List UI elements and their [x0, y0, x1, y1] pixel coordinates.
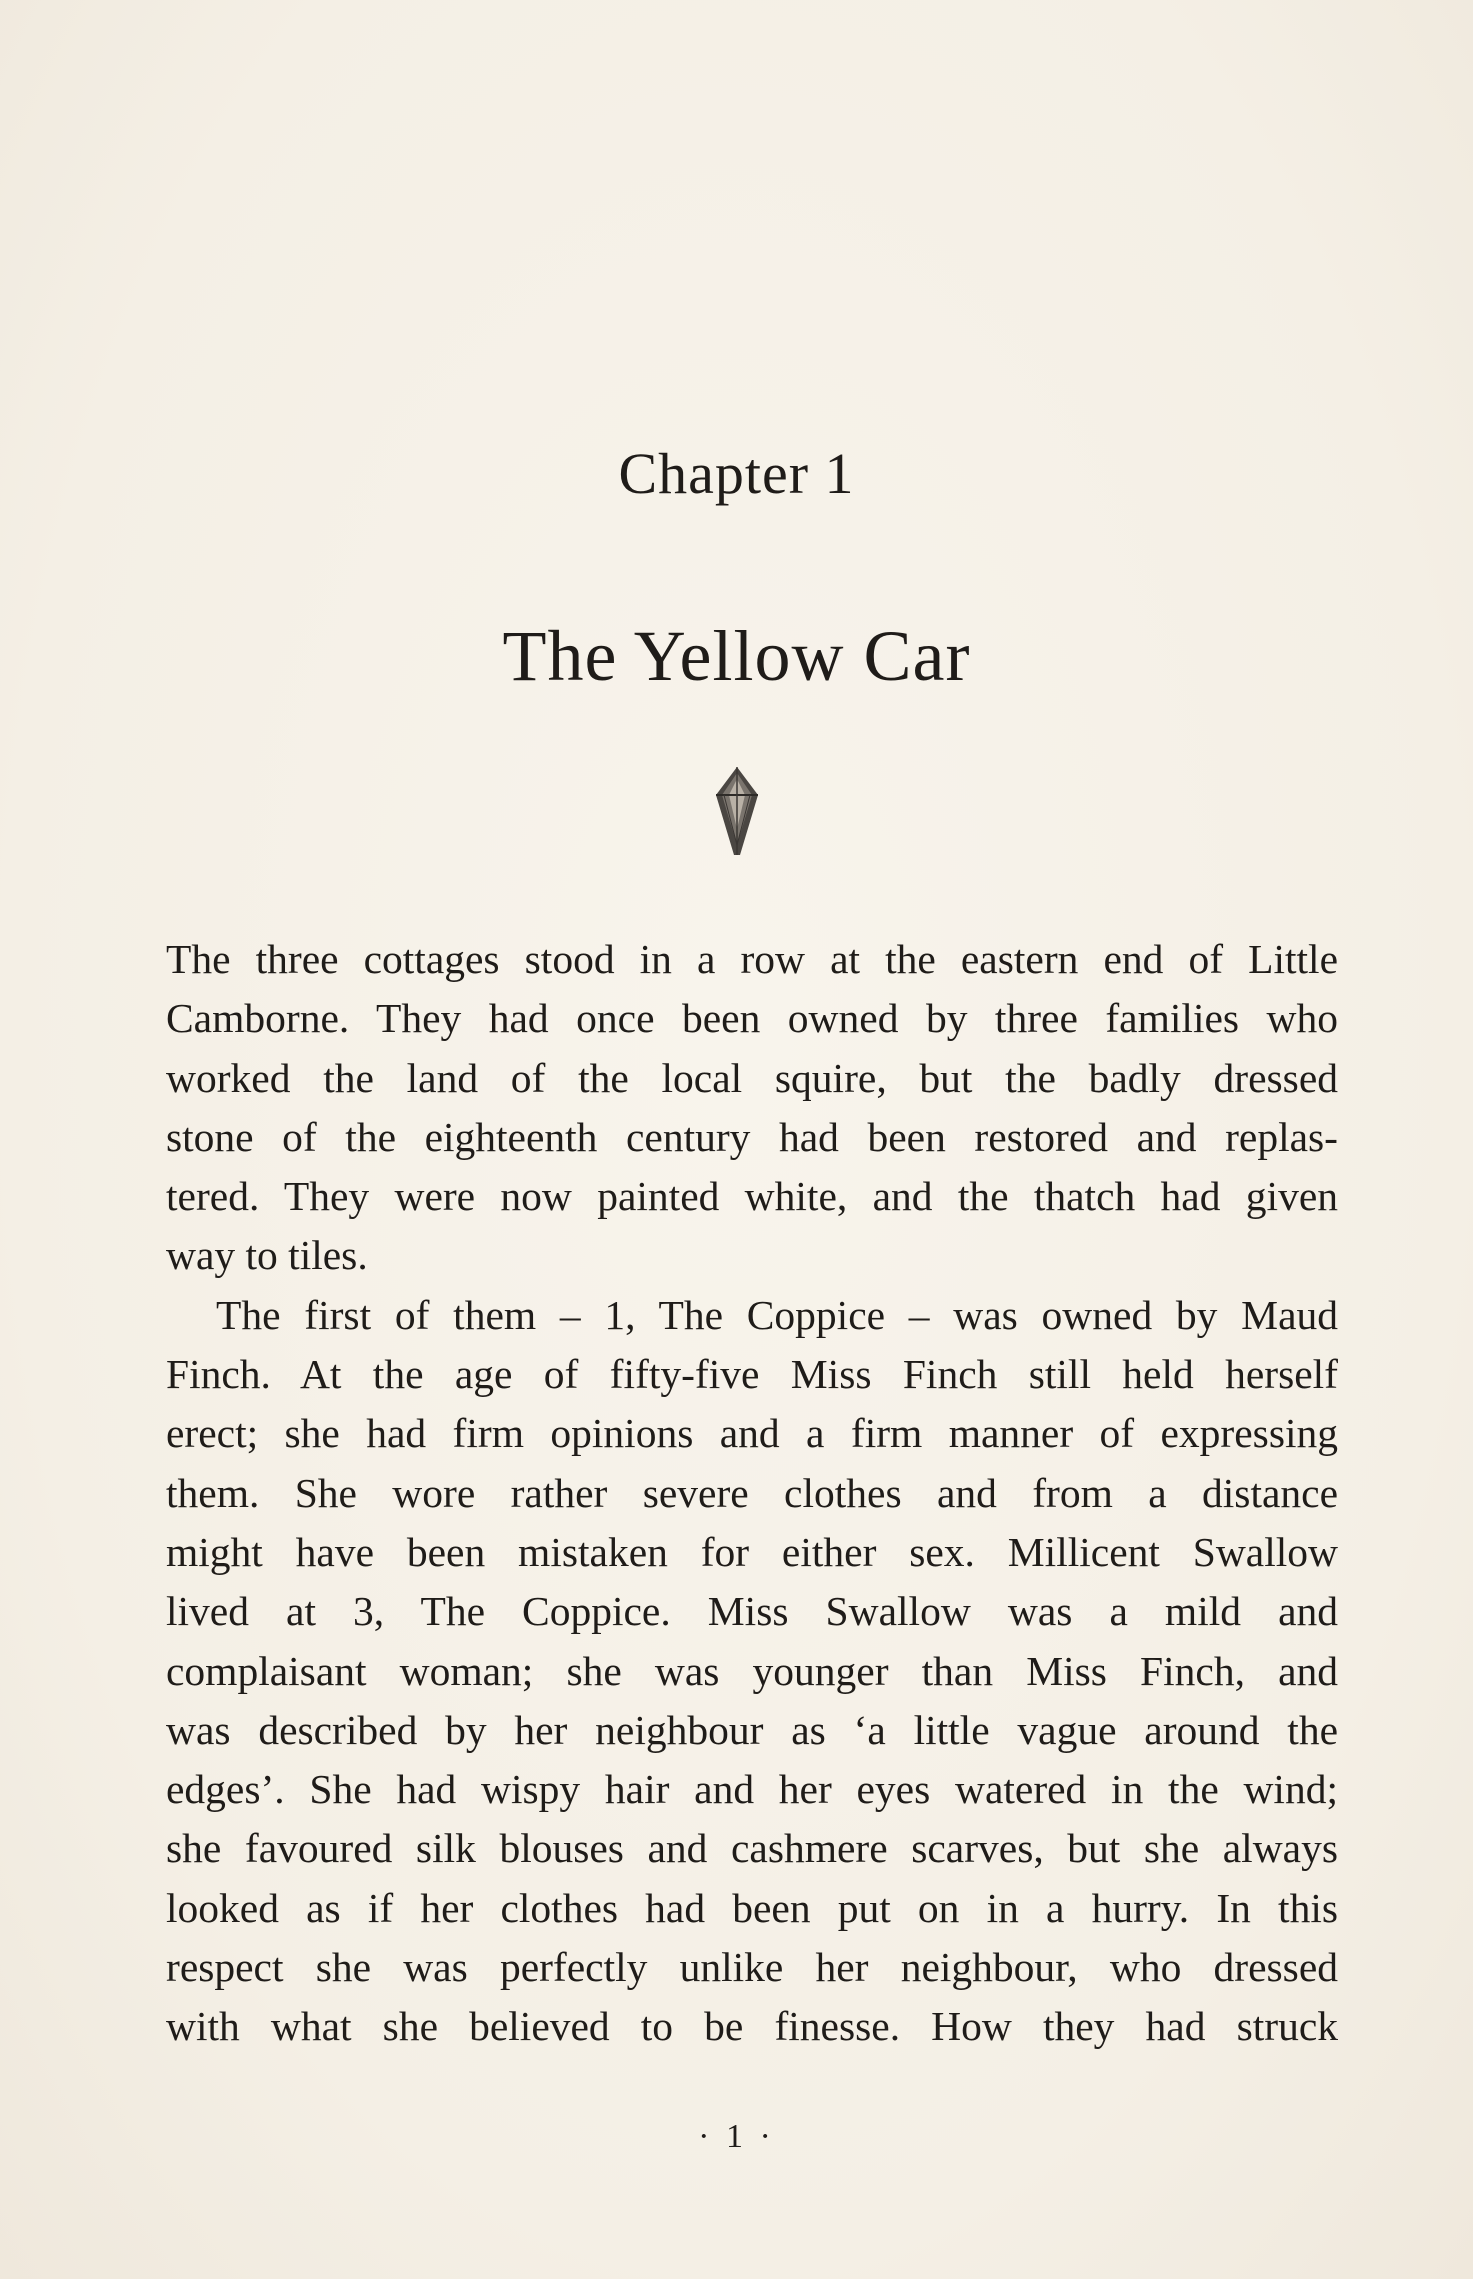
- text-line: she favoured silk blouses and cashmere scarves, but she always: [166, 1825, 1338, 1872]
- text-line: was described by her neighbour as ‘a little vague around the: [166, 1706, 1338, 1753]
- text-line: The first of them – 1, The Coppice – was owned by Maud: [216, 1291, 1338, 1338]
- diamond-ornament-icon: [712, 765, 762, 857]
- text-line: looked as if her clothes had been put on in a hurry. In this: [166, 1884, 1338, 1931]
- text-line: tered. They were now painted white, and the thatch had given: [166, 1173, 1338, 1220]
- text-line: might have been mistaken for either sex. Millicent Swallow: [166, 1528, 1338, 1575]
- chapter-number: Chapter 1: [618, 441, 855, 506]
- chapter-body-text: [166, 930, 1338, 2057]
- text-line: stone of the eighteenth century had been restored and replas-: [166, 1113, 1338, 1160]
- text-line: edges’. She had wispy hair and her eyes watered in the wind;: [166, 1766, 1338, 1813]
- text-line: way to tiles.: [166, 1232, 368, 1279]
- text-line: complaisant woman; she was younger than Miss Finch, and: [166, 1647, 1338, 1694]
- text-line: The three cottages stood in a row at the eastern end of Little: [166, 936, 1338, 982]
- text-line: lived at 3, The Coppice. Miss Swallow was a mild and: [166, 1588, 1338, 1635]
- text-line: them. She wore rather severe clothes and from a distance: [166, 1469, 1338, 1516]
- text-line: worked the land of the local squire, but the badly dressed: [166, 1054, 1338, 1101]
- text-line: respect she was perfectly unlike her neighbour, who dressed: [166, 1944, 1338, 1991]
- text-line: with what she believed to be finesse. How they had struck: [166, 2003, 1338, 2050]
- text-line: Camborne. They had once been owned by three families who: [166, 995, 1338, 1042]
- text-line: Finch. At the age of fifty-five Miss Finch still held herself: [166, 1351, 1338, 1398]
- text-line: erect; she had firm opinions and a firm manner of expressing: [166, 1410, 1338, 1457]
- chapter-title: The Yellow Car: [502, 616, 971, 696]
- page-number: · 1 ·: [698, 2118, 775, 2155]
